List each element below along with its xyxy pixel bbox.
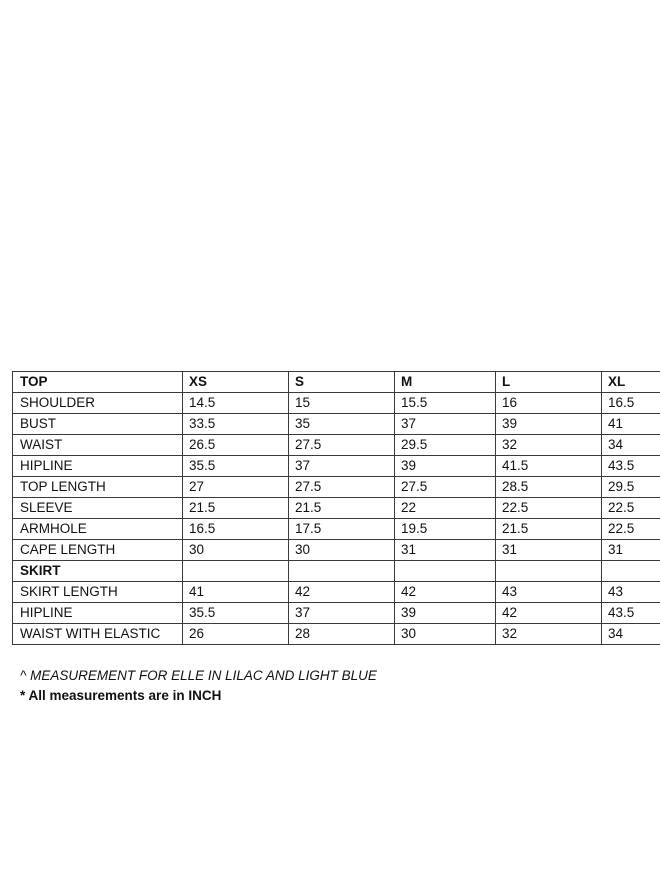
row-label: SHOULDER <box>13 393 183 414</box>
measurement-note: ^ MEASUREMENT FOR ELLE IN LILAC AND LIGHT BLUE <box>20 668 377 683</box>
size-chart-table <box>12 371 660 645</box>
table-row-skirt-length <box>13 582 660 603</box>
cell-value: 30 <box>183 540 289 561</box>
section-title-top: TOP <box>13 372 183 393</box>
cell-value: 42 <box>289 582 395 603</box>
cell-value: 32 <box>496 624 602 645</box>
cell-value: 37 <box>289 456 395 477</box>
cell-value: 35.5 <box>183 603 289 624</box>
cell-value: 34 <box>602 435 660 456</box>
cell-value: 31 <box>395 540 496 561</box>
cell-value: 19.5 <box>395 519 496 540</box>
cell-value: 30 <box>395 624 496 645</box>
table-row-waist-with-elastic <box>13 624 660 645</box>
table-row-hipline <box>13 456 660 477</box>
cell-value: 21.5 <box>496 519 602 540</box>
row-label: CAPE LENGTH <box>13 540 183 561</box>
cell-value: 37 <box>289 603 395 624</box>
cell-value: 26.5 <box>183 435 289 456</box>
cell-value: 41 <box>602 414 660 435</box>
size-header-m: M <box>395 372 496 393</box>
cell-value: 22.5 <box>496 498 602 519</box>
row-label: HIPLINE <box>13 456 183 477</box>
cell-value: 21.5 <box>183 498 289 519</box>
cell-value: 22.5 <box>602 519 660 540</box>
cell-value: 28 <box>289 624 395 645</box>
cell-value: 41.5 <box>496 456 602 477</box>
cell-value: 22.5 <box>602 498 660 519</box>
cell-value: 31 <box>602 540 660 561</box>
cell-value: 37 <box>395 414 496 435</box>
empty-cell <box>289 561 395 582</box>
table-row-bust <box>13 414 660 435</box>
empty-cell <box>395 561 496 582</box>
row-label: SLEEVE <box>13 498 183 519</box>
empty-cell <box>183 561 289 582</box>
cell-value: 41 <box>183 582 289 603</box>
size-header-xs: XS <box>183 372 289 393</box>
cell-value: 31 <box>496 540 602 561</box>
top-header-row <box>13 372 660 393</box>
cell-value: 27.5 <box>289 435 395 456</box>
cell-value: 39 <box>395 456 496 477</box>
row-label: BUST <box>13 414 183 435</box>
row-label: WAIST <box>13 435 183 456</box>
empty-cell <box>496 561 602 582</box>
unit-note: * All measurements are in INCH <box>20 688 222 703</box>
cell-value: 26 <box>183 624 289 645</box>
size-header-s: S <box>289 372 395 393</box>
cell-value: 43 <box>602 582 660 603</box>
cell-value: 43.5 <box>602 603 660 624</box>
cell-value: 42 <box>496 603 602 624</box>
cell-value: 39 <box>496 414 602 435</box>
cell-value: 29.5 <box>395 435 496 456</box>
cell-value: 14.5 <box>183 393 289 414</box>
table-row-sleeve <box>13 498 660 519</box>
cell-value: 35 <box>289 414 395 435</box>
cell-value: 32 <box>496 435 602 456</box>
row-label: TOP LENGTH <box>13 477 183 498</box>
cell-value: 15 <box>289 393 395 414</box>
cell-value: 43 <box>496 582 602 603</box>
cell-value: 16 <box>496 393 602 414</box>
cell-value: 33.5 <box>183 414 289 435</box>
cell-value: 21.5 <box>289 498 395 519</box>
size-header-xl: XL <box>602 372 660 393</box>
cell-value: 39 <box>395 603 496 624</box>
skirt-header-row <box>13 561 660 582</box>
size-header-l: L <box>496 372 602 393</box>
table-row-waist <box>13 435 660 456</box>
cell-value: 43.5 <box>602 456 660 477</box>
cell-value: 22 <box>395 498 496 519</box>
table-row-armhole <box>13 519 660 540</box>
cell-value: 17.5 <box>289 519 395 540</box>
section-title-skirt: SKIRT <box>13 561 183 582</box>
row-label: ARMHOLE <box>13 519 183 540</box>
cell-value: 27.5 <box>395 477 496 498</box>
cell-value: 28.5 <box>496 477 602 498</box>
cell-value: 16.5 <box>183 519 289 540</box>
table-row-shoulder <box>13 393 660 414</box>
empty-cell <box>602 561 660 582</box>
cell-value: 16.5 <box>602 393 660 414</box>
cell-value: 15.5 <box>395 393 496 414</box>
cell-value: 42 <box>395 582 496 603</box>
cell-value: 35.5 <box>183 456 289 477</box>
row-label: SKIRT LENGTH <box>13 582 183 603</box>
cell-value: 29.5 <box>602 477 660 498</box>
cell-value: 34 <box>602 624 660 645</box>
table-row-cape-length <box>13 540 660 561</box>
footnotes <box>20 666 377 706</box>
table-row-top-length <box>13 477 660 498</box>
row-label: HIPLINE <box>13 603 183 624</box>
cell-value: 30 <box>289 540 395 561</box>
row-label: WAIST WITH ELASTIC <box>13 624 183 645</box>
cell-value: 27 <box>183 477 289 498</box>
cell-value: 27.5 <box>289 477 395 498</box>
table-row-skirt-hipline <box>13 603 660 624</box>
